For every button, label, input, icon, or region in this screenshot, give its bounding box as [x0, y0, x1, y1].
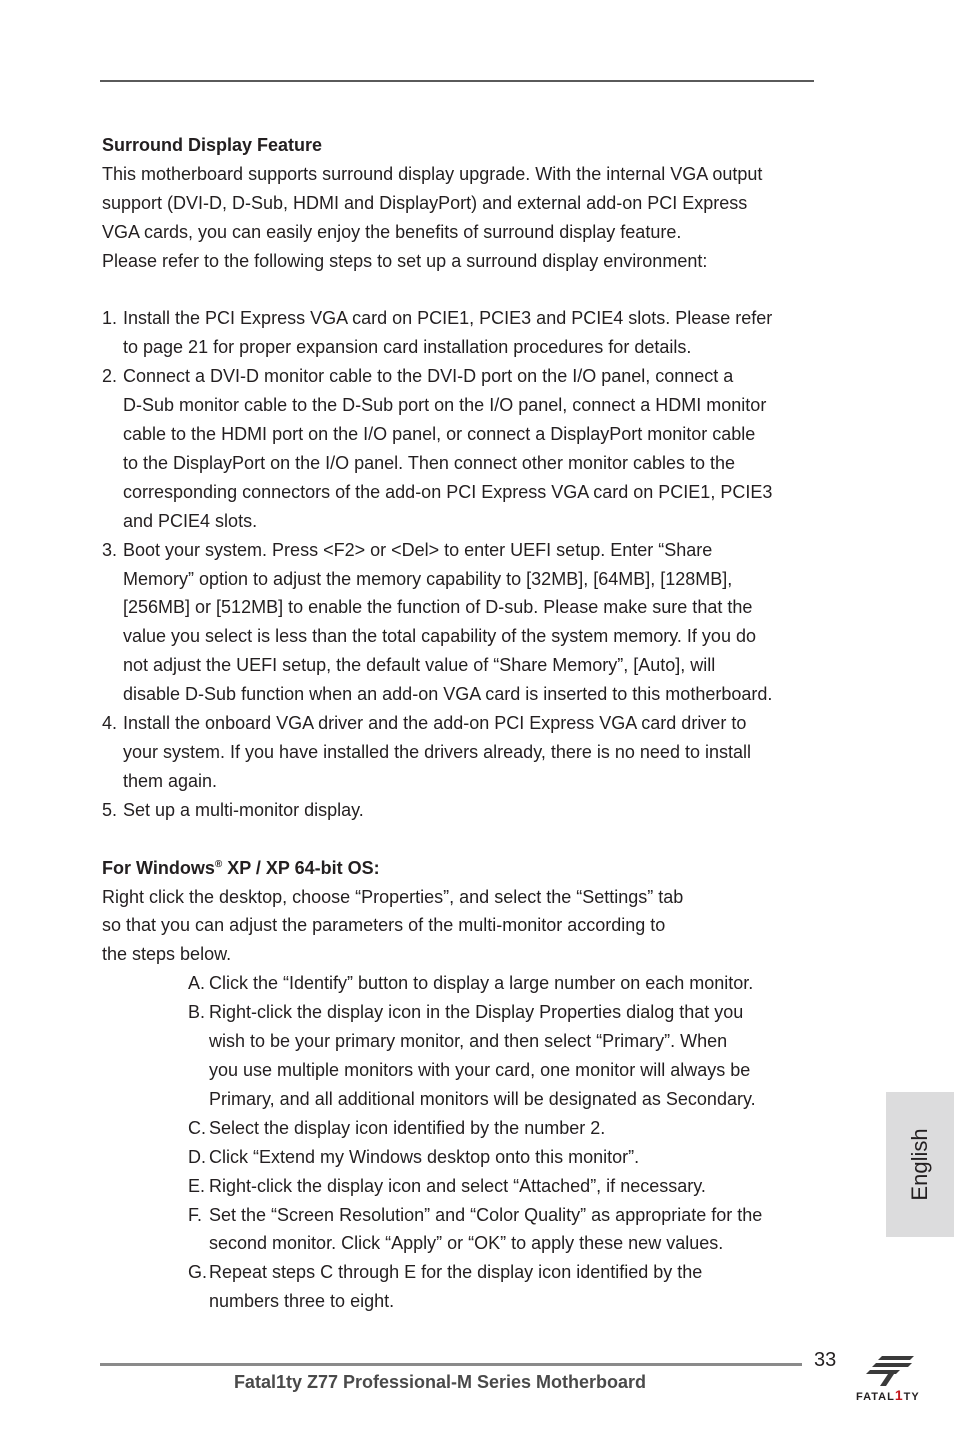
step-number: 2.	[102, 366, 118, 387]
footer-title: Fatal1ty Z77 Professional-M Series Motherboard	[233, 1372, 647, 1392]
step-line: disable D-Sub function when an add-on VGA card is inserted to this motherboard.	[123, 684, 773, 705]
windows-xp-heading	[102, 854, 832, 883]
step-number: 1.	[102, 308, 118, 329]
page-content	[102, 131, 832, 1316]
logo-text	[856, 1387, 920, 1403]
step-line: Connect a DVI-D monitor cable to the DVI-D port on the I/O panel, connect a	[123, 366, 734, 387]
step-line: corresponding connectors of the add-on PCI Express VGA card on PCIE1, PCIE3	[123, 481, 773, 502]
substep-line: Repeat steps C through E for the display icon identified by the	[209, 1262, 703, 1283]
step-number: 5.	[102, 799, 118, 820]
language-label: English	[907, 1128, 932, 1201]
substep-line: second monitor. Click “Apply” or “OK” to apply these new values.	[209, 1233, 724, 1254]
intro-line: VGA cards, you can easily enjoy the benefits of surround display feature.	[102, 221, 682, 242]
section-title: Surround Display Feature	[102, 135, 323, 155]
list-item	[102, 709, 832, 796]
list-item	[188, 1201, 832, 1259]
intro-line: support (DVI-D, D-Sub, HDMI and DisplayPort) and external add-on PCI Express	[102, 192, 748, 213]
list-item	[102, 536, 832, 709]
step-line: to page 21 for proper expansion card installation procedures for details.	[123, 337, 692, 358]
logo-text-mark: 1	[894, 1387, 904, 1403]
heading-text: For Windows	[102, 857, 215, 878]
substep-letter: F.	[188, 1204, 203, 1225]
step-number: 4.	[102, 713, 118, 734]
spacer	[102, 825, 832, 854]
step-line: them again.	[123, 770, 218, 791]
step-line: [256MB] or [512MB] to enable the function of D-sub. Please make sure that the	[123, 597, 753, 618]
footer-rule	[100, 1363, 802, 1366]
intro-line: Please refer to the following steps to set up a surround display environment:	[102, 250, 708, 271]
registered-mark: ®	[214, 858, 223, 870]
substep-letter: G.	[188, 1262, 208, 1283]
header-rule	[100, 80, 814, 82]
step-line: value you select is less than the total capability of the system memory. If you do	[123, 626, 756, 647]
list-item	[102, 304, 832, 362]
substep-letter: D.	[188, 1146, 206, 1167]
step-line: Boot your system. Press <F2> or <Del> to enter UEFI setup. Enter “Share	[123, 539, 713, 560]
logo-text-right: TY	[903, 1391, 920, 1403]
step-line: Memory” option to adjust the memory capability to [32MB], [64MB], [128MB],	[123, 568, 733, 589]
substep-letter: C.	[188, 1117, 206, 1138]
step-line: D-Sub monitor cable to the D-Sub port on the I/O panel, connect a HDMI monitor	[123, 395, 767, 416]
list-item	[102, 796, 832, 825]
setup-steps	[102, 304, 832, 824]
heading-text: XP / XP 64-bit OS:	[222, 857, 380, 878]
fatal1ty-logo	[852, 1354, 932, 1404]
list-item	[188, 969, 832, 998]
list-item	[188, 1258, 832, 1316]
list-item	[188, 1172, 832, 1201]
substep-line: Click “Extend my Windows desktop onto this monitor”.	[209, 1146, 640, 1167]
list-item	[188, 1143, 832, 1172]
windows-xp-intro-line: so that you can adjust the parameters of the multi-monitor according to	[102, 915, 666, 936]
substep-line: Click the “Identify” button to display a large number on each monitor.	[209, 973, 754, 994]
substep-line: Select the display icon identified by the number 2.	[209, 1117, 606, 1138]
step-line: Set up a multi-monitor display.	[123, 799, 364, 820]
step-line: Install the onboard VGA driver and the add-on PCI Express VGA card driver to	[123, 713, 747, 734]
intro-line: This motherboard supports surround display upgrade. With the internal VGA output	[102, 163, 763, 184]
substep-line: numbers three to eight.	[209, 1291, 395, 1312]
step-line: cable to the HDMI port on the I/O panel, or connect a DisplayPort monitor cable	[123, 424, 756, 445]
step-line: Install the PCI Express VGA card on PCIE1, PCIE3 and PCIE4 slots. Please refer	[123, 308, 773, 329]
language-tab	[886, 1092, 954, 1237]
logo-mark-icon	[866, 1356, 914, 1386]
windows-xp-intro-line: Right click the desktop, choose “Properties”, and select the “Settings” tab	[102, 886, 684, 907]
step-line: your system. If you have installed the drivers already, there is no need to install	[123, 742, 751, 763]
step-line: and PCIE4 slots.	[123, 510, 258, 531]
list-item	[188, 998, 832, 1114]
list-item	[102, 362, 832, 535]
substep-line: Primary, and all additional monitors will be designated as Secondary.	[209, 1088, 756, 1109]
substep-line: Right-click the display icon in the Display Properties dialog that you	[209, 1002, 744, 1023]
substep-letter: B.	[188, 1002, 206, 1023]
substep-line: you use multiple monitors with your card, one monitor will always be	[209, 1059, 751, 1080]
spacer	[102, 276, 832, 305]
substep-line: wish to be your primary monitor, and then select “Primary”. When	[209, 1031, 728, 1052]
logo-text-left: FATAL	[856, 1391, 895, 1403]
step-number: 3.	[102, 539, 118, 560]
page-number: 33	[814, 1349, 837, 1371]
list-item	[188, 1114, 832, 1143]
windows-xp-intro-line: the steps below.	[102, 944, 232, 965]
substep-line: Right-click the display icon and select “Attached”, if necessary.	[209, 1175, 706, 1196]
substep-letter: E.	[188, 1175, 206, 1196]
substep-line: Set the “Screen Resolution” and “Color Quality” as appropriate for the	[209, 1204, 763, 1225]
windows-xp-steps	[188, 969, 832, 1316]
step-line: to the DisplayPort on the I/O panel. Then connect other monitor cables to the	[123, 452, 736, 473]
step-line: not adjust the UEFI setup, the default value of “Share Memory”, [Auto], will	[123, 655, 716, 676]
substep-letter: A.	[188, 973, 206, 994]
